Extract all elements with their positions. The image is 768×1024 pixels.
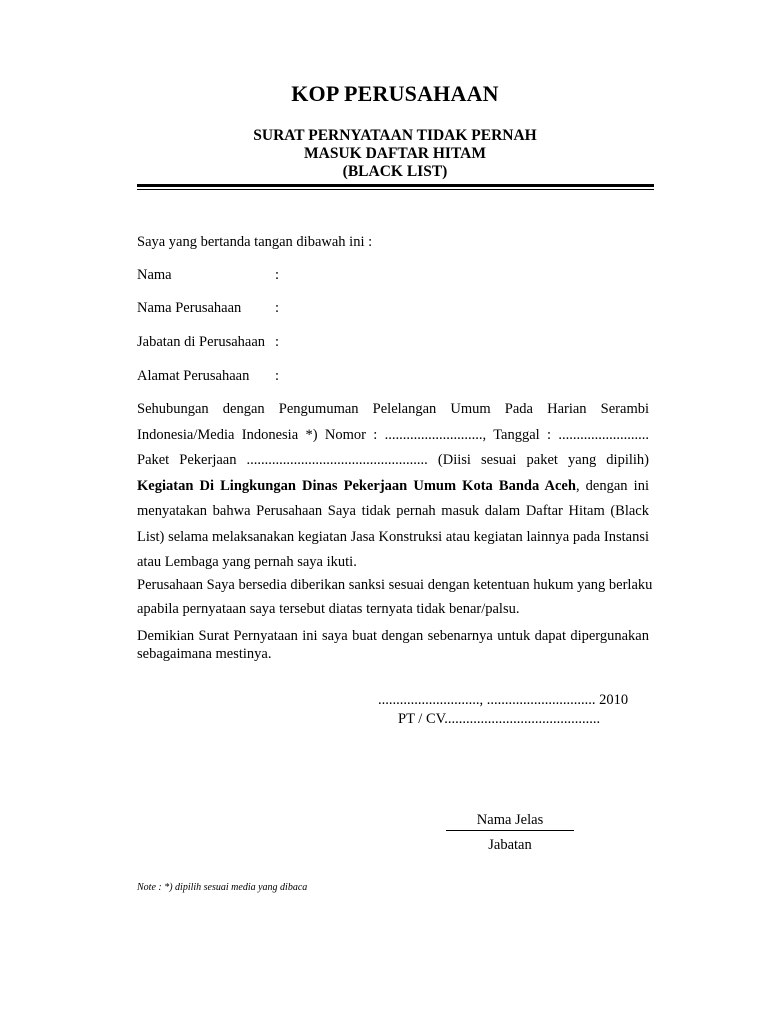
field-label: Jabatan di Perusahaan — [137, 334, 266, 350]
letterhead-title: KOP PERUSAHAAN — [291, 81, 499, 106]
header-divider-thick — [137, 184, 654, 187]
paragraph-line: Indonesia/Media Indonesia *) Nomor : ..........................., Tanggal : ......................... — [137, 426, 649, 443]
field-label: Nama — [137, 267, 172, 283]
signature-underline — [446, 830, 574, 831]
field-colon: : — [275, 300, 280, 316]
activity-suffix: , dengan ini — [575, 477, 649, 494]
paragraph-line: Paket Pekerjaan .................................................. (Diisi sesuai paket yang dipilih) — [137, 452, 649, 468]
signatory-name: Nama Jelas — [476, 812, 544, 828]
signatory-position: Jabatan — [488, 837, 532, 853]
title-line-2: MASUK DAFTAR HITAM — [304, 145, 486, 162]
company-line: PT / CV........................................... — [398, 711, 601, 727]
paragraph-line: atau Lembaga yang pernah saya ikuti. — [137, 554, 357, 570]
field-colon: : — [275, 334, 280, 350]
intro-text: Saya yang bertanda tangan dibawah ini : — [137, 234, 373, 250]
paragraph-statement — [137, 397, 649, 576]
field-label: Alamat Perusahaan — [137, 368, 250, 384]
activity-name: Kegiatan Di Lingkungan Dinas Pekerjaan Umum Kota Banda Aceh — [137, 477, 576, 494]
title-line-1: SURAT PERNYATAAN TIDAK PERNAH — [253, 127, 537, 144]
paragraph-sanction — [137, 573, 653, 621]
field-nama-perusahaan — [137, 300, 279, 317]
field-colon: : — [275, 267, 280, 283]
footnote: Note : *) dipilih sesuai media yang dibaca — [137, 882, 308, 893]
paragraph-line: Perusahaan Saya bersedia diberikan sanksi sesuai dengan ketentuan hukum yang berlaku — [137, 577, 653, 593]
paragraph-line: menyatakan bahwa Perusahaan Saya tidak pernah masuk dalam Daftar Hitam (Black — [137, 503, 649, 519]
paragraph-line — [137, 474, 649, 500]
field-colon: : — [275, 368, 280, 384]
paragraph-line: List) selama melaksanakan kegiatan Jasa Konstruksi atau kegiatan lainnya pada Instansi — [137, 528, 649, 545]
field-nama — [137, 267, 279, 284]
title-line-3: (BLACK LIST) — [342, 163, 448, 180]
paragraph-line: Sehubungan dengan Pengumuman Pelelangan Umum Pada Harian Serambi — [137, 401, 649, 417]
field-alamat — [137, 368, 279, 385]
header-divider-thin — [137, 189, 654, 190]
paragraph-line: apabila pernyataan saya tersebut diatas ternyata tidak benar/palsu. — [137, 601, 520, 617]
field-jabatan — [137, 334, 279, 351]
paragraph-closing: Demikian Surat Pernyataan ini saya buat dengan sebenarnya untuk dapat dipergunakan sebagaimana mestinya. — [137, 628, 649, 662]
document-title — [0, 127, 768, 181]
field-label: Nama Perusahaan — [137, 300, 242, 316]
place-date-line: ............................, .............................. 2010 — [378, 692, 629, 708]
